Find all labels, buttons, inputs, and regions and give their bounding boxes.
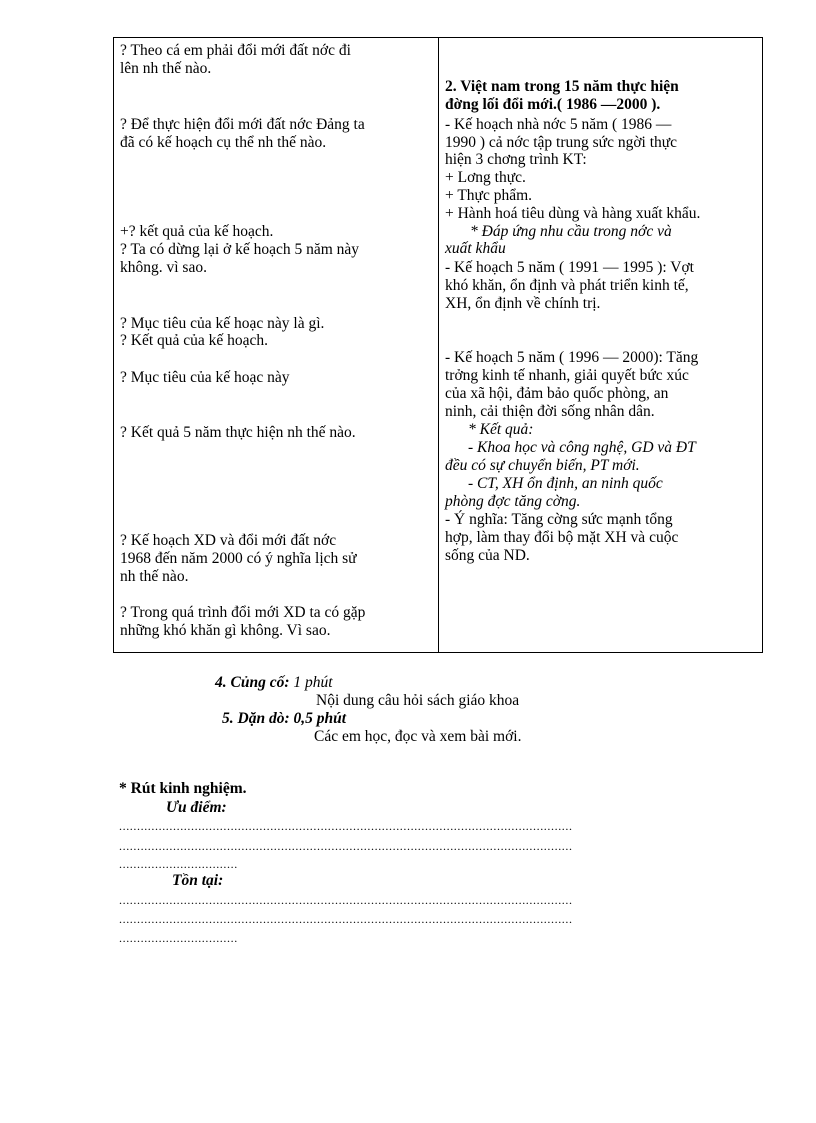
content-line: của xã hội, đảm bảo quốc phòng, an — [445, 385, 669, 402]
section-heading: đờng lối đổi mới.( 1986 —2000 ). — [445, 96, 661, 113]
question-line: ? Kế hoạch XD và đổi mới đất nớc — [120, 532, 337, 549]
column-divider — [438, 38, 439, 652]
question-line: +? kết quả của kế hoạch. — [120, 223, 274, 240]
content-line: 1990 ) cả nớc tập trung sức ngời thực — [445, 134, 678, 151]
content-line: khó khăn, ổn định và phát triển kinh tế, — [445, 277, 689, 294]
question-line: ? Trong quá trình đổi mới XD ta có gặp — [120, 604, 366, 621]
homework-content: Các em học, đọc và xem bài mới. — [314, 728, 522, 745]
content-line: ninh, cải thiện đời sống nhân dân. — [445, 403, 655, 420]
writing-line: .............................................................................................................................. — [119, 913, 573, 925]
question-line: không. vì sao. — [120, 259, 207, 276]
question-line: ? Mục tiêu của kế hoạc này — [120, 369, 290, 386]
content-line: + Hành hoá tiêu dùng và hàng xuất khẩu. — [445, 205, 701, 222]
content-line: - Ý nghĩa: Tăng cờng sức mạnh tổng — [445, 511, 673, 528]
section-heading: 2. Việt nam trong 15 năm thực hiện — [445, 78, 679, 95]
review-heading: * Rút kinh nghiệm. — [119, 780, 247, 797]
writing-line: ................................. — [119, 858, 238, 870]
content-line: trởng kinh tế nhanh, giải quyết bức xúc — [445, 367, 689, 384]
content-line: đều có sự chuyển biến, PT mới. — [445, 457, 640, 474]
question-line: ? Ta có dừng lại ở kế hoạch 5 năm này — [120, 241, 360, 258]
content-line: - Kế hoạch 5 năm ( 1991 — 1995 ): Vợt — [445, 259, 694, 276]
content-line: + Lơng thực. — [445, 169, 526, 186]
content-line: - Kế hoạch nhà nớc 5 năm ( 1986 — — [445, 116, 672, 133]
content-line: phòng đợc tăng cờng. — [445, 493, 581, 510]
writing-line: ................................. — [119, 932, 238, 944]
content-line: hợp, làm thay đổi bộ mặt XH và cuộc — [445, 529, 679, 546]
consolidation-heading-line — [215, 674, 333, 691]
content-line: * Kết quả: — [468, 421, 534, 438]
question-line: ? Kết quả 5 năm thực hiện nh thế nào. — [120, 424, 356, 441]
content-line: * Đáp ứng nhu cầu trong nớc và — [470, 223, 672, 240]
content-line: - Kế hoạch 5 năm ( 1996 — 2000): Tăng — [445, 349, 699, 366]
question-line: ? Kết quả của kế hoạch. — [120, 332, 269, 349]
content-line: sống của ND. — [445, 547, 530, 564]
question-line: nh thế nào. — [120, 568, 189, 585]
consolidation-time: 1 phút — [289, 674, 333, 691]
question-line: lên nh thế nào. — [120, 60, 212, 77]
question-line: những khó khăn gì không. Vì sao. — [120, 622, 331, 639]
question-line: ? Theo cá em phải đổi mới đất nớc đi — [120, 42, 351, 59]
writing-line: .............................................................................................................................. — [119, 820, 573, 832]
question-line: ? Để thực hiện đổi mới đất nớc Đảng ta — [120, 116, 365, 133]
limitations-label: Tồn tại: — [172, 872, 224, 889]
question-line: 1968 đến năm 2000 có ý nghĩa lịch sử — [120, 550, 357, 567]
consolidation-content: Nội dung câu hỏi sách giáo khoa — [316, 692, 520, 709]
question-line: ? Mục tiêu của kế hoạc này là gì. — [120, 315, 325, 332]
content-line: xuất khẩu — [445, 240, 506, 257]
content-line: + Thực phẩm. — [445, 187, 533, 204]
advantages-label: Ưu điểm: — [166, 799, 227, 816]
question-line: đã có kế hoạch cụ thể nh thế nào. — [120, 134, 327, 151]
writing-line: .............................................................................................................................. — [119, 840, 573, 852]
content-line: XH, ổn định về chính trị. — [445, 295, 601, 312]
content-line: - Khoa học và công nghệ, GD và ĐT — [468, 439, 696, 456]
content-line: - CT, XH ổn định, an ninh quốc — [468, 475, 663, 492]
consolidation-heading: 4. Củng cố: — [215, 674, 290, 691]
homework-heading: 5. Dặn dò: 0,5 phút — [222, 710, 347, 727]
content-line: hiện 3 chơng trình KT: — [445, 151, 587, 168]
writing-line: .............................................................................................................................. — [119, 894, 573, 906]
